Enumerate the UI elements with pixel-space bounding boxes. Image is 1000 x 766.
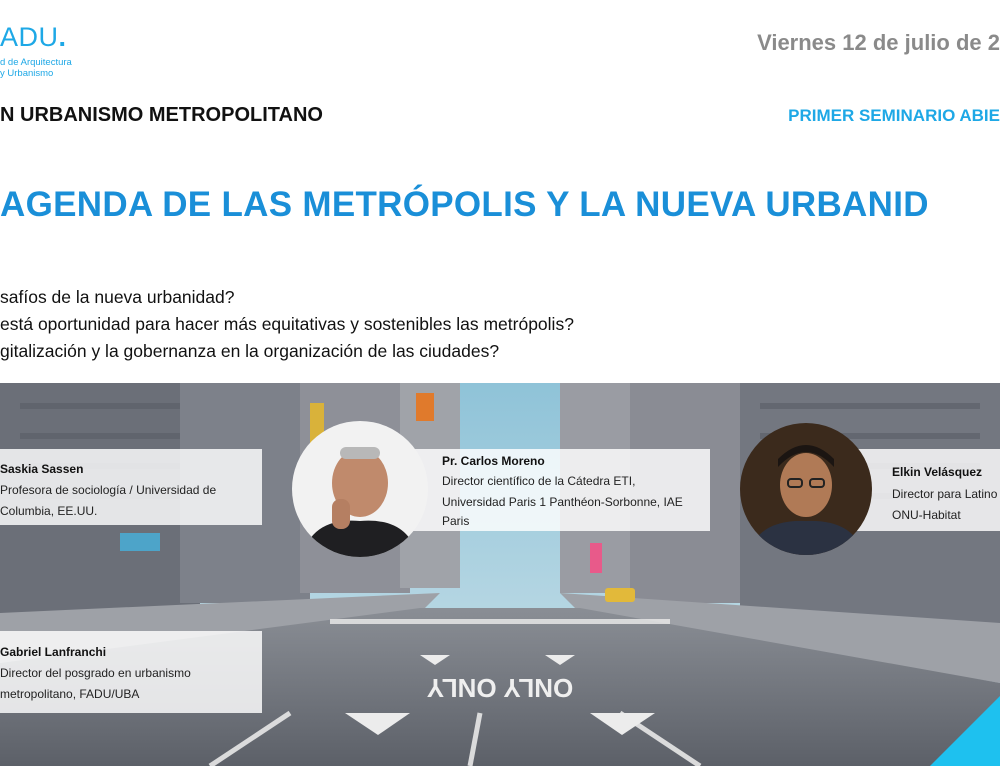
logo-subtitle xyxy=(0,57,72,79)
speaker-name: Gabriel Lanfranchi xyxy=(0,645,107,659)
logo-subtitle-line-1: d de Arquitectura xyxy=(0,57,72,68)
speaker-role-line: Director para Latino xyxy=(892,487,998,501)
speaker-role-line: Profesora de sociología / Universidad de xyxy=(0,483,217,497)
speaker-role-line: Paris xyxy=(442,514,470,528)
speaker-name: Pr. Carlos Moreno xyxy=(442,454,545,468)
question-2: está oportunidad para hacer más equitativas y sostenibles las metrópolis? xyxy=(0,314,574,334)
seminar-label: PRIMER SEMINARIO ABIE xyxy=(788,106,1000,125)
logo-dot: . xyxy=(58,22,67,52)
street-photo xyxy=(0,383,1000,766)
program-name: N URBANISMO METROPOLITANO xyxy=(0,104,323,126)
speaker-role-line: Columbia, EE.UU. xyxy=(0,504,98,518)
speaker-role-line: Director científico de la Cátedra ETI, xyxy=(442,474,636,488)
speaker-role-line: Director del posgrado en urbanismo xyxy=(0,666,191,680)
road-marking-text: ONLY ONLY xyxy=(426,673,574,703)
speaker-photo-moreno xyxy=(292,421,428,557)
logo-text: ADU xyxy=(0,22,59,52)
fadu-logo xyxy=(0,22,67,53)
corner-accent-shape xyxy=(930,696,1000,766)
event-date: Viernes 12 de julio de 2 xyxy=(757,30,1000,55)
speaker-role-line: Universidad Paris 1 Panthéon-Sorbonne, IAE xyxy=(442,495,683,509)
speaker-role-line: ONU-Habitat xyxy=(892,508,961,522)
speaker-card-sassen xyxy=(0,449,262,525)
page-title: AGENDA DE LAS METRÓPOLIS Y LA NUEVA URBANID xyxy=(0,185,929,224)
speaker-name: Saskia Sassen xyxy=(0,462,84,476)
question-3: gitalización y la gobernanza en la organización de las ciudades? xyxy=(0,341,500,361)
speaker-photo-velasquez xyxy=(740,423,872,555)
logo-subtitle-line-2: y Urbanismo xyxy=(0,68,54,79)
question-1: safíos de la nueva urbanidad? xyxy=(0,287,235,307)
speaker-role-line: metropolitano, FADU/UBA xyxy=(0,687,140,701)
speaker-card-lanfranchi xyxy=(0,631,262,713)
speaker-name: Elkin Velásquez xyxy=(892,465,983,479)
